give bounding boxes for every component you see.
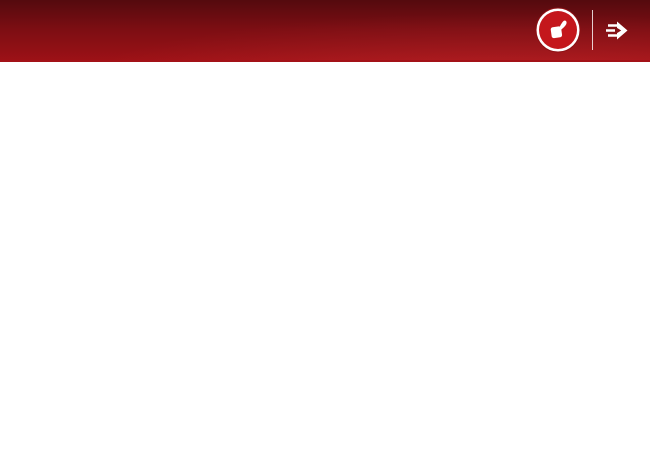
brand-arrow-icon xyxy=(604,17,631,44)
spec-table xyxy=(0,206,650,262)
header-divider xyxy=(592,10,593,50)
product-images-strip xyxy=(0,62,650,204)
quality-badge-icon xyxy=(535,7,581,53)
header-brand-area xyxy=(535,7,638,53)
page-footer xyxy=(0,269,650,274)
brand-logo xyxy=(604,17,638,44)
spec-group-headers xyxy=(8,206,647,262)
page-header xyxy=(0,0,650,62)
